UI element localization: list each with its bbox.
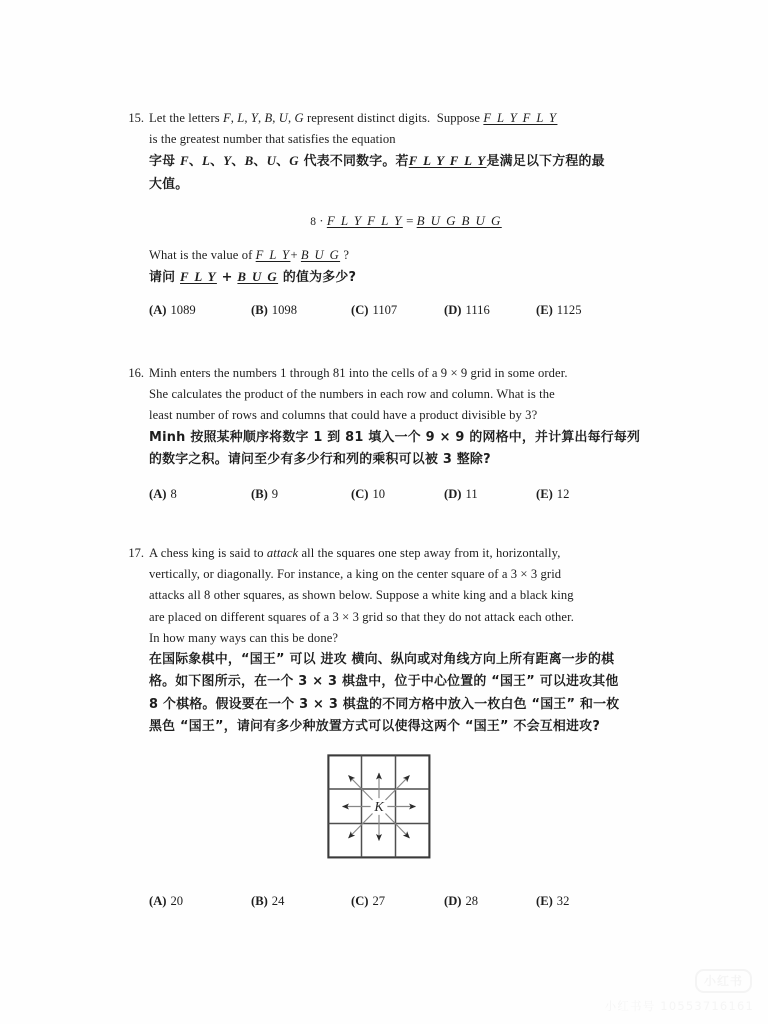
- problem-17-en-line-3: attacks all 8 other squares, as shown below. Suppose a white king and a black king: [149, 588, 574, 603]
- problem-body: [149, 890, 663, 912]
- problem-number: 15.: [128, 111, 144, 125]
- choice-c[interactable]: [351, 890, 385, 912]
- problem-15-en-line-1: Let the letters F, L, Y, B, U, G represent distinct digits. Suppose F L Y F L Y: [149, 111, 558, 125]
- choice-d[interactable]: [444, 299, 490, 321]
- problem-17-cn-line-4: 黑色 “国王”，请问有多少种放置方式可以使得这两个 “国王” 不会互相进攻?: [149, 719, 601, 735]
- problem-16-cn-line-1: Minh 按照某种顺序将数字 1 到 81 填入一个 9 × 9 的网格中，并计算出每行每列: [149, 429, 641, 445]
- choice-a-value: 1089: [170, 302, 196, 317]
- choice-c-value: 1107: [372, 302, 398, 317]
- choice-e-value: 12: [556, 487, 570, 502]
- problem-15-cn-question: 请问 F L Y + B U G 的值为多少?: [149, 270, 357, 286]
- choice-c[interactable]: [351, 299, 397, 321]
- watermark: [605, 969, 754, 1014]
- problem-16-en-line-1: Minh enters the numbers 1 through 81 into the cells of a 9 × 9 grid in some order.: [149, 366, 568, 380]
- problem-number: 16.: [128, 366, 144, 380]
- choice-e-value: 1125: [556, 302, 582, 317]
- choice-b-value: 24: [271, 894, 285, 908]
- choice-a[interactable]: [149, 483, 177, 505]
- choice-e-label: (E): [536, 302, 553, 317]
- problem-17-cn-line-1: 在国际象棋中，“国王” 可以 进攻 横向、纵向或对角线方向上所有距离一步的棋: [149, 652, 615, 668]
- choice-a[interactable]: [149, 299, 196, 321]
- choice-b-label: (B): [251, 487, 268, 502]
- problem-15-equation: 8 · F L Y F L Y = B U G B U G: [310, 213, 502, 229]
- choice-b-label: (B): [251, 302, 268, 317]
- problem-17-en-line-1: A chess king is said to attack all the squares one step away from it, horizontally,: [149, 546, 561, 560]
- problem-body: [149, 363, 663, 505]
- choice-a-value: 8: [170, 487, 177, 502]
- choice-b-label: (B): [251, 894, 268, 908]
- choice-b[interactable]: [251, 299, 297, 321]
- choice-e[interactable]: [536, 890, 569, 912]
- problem-17-en-line-2: vertically, or diagonally. For instance, a king on the center square of a 3 × 3 grid: [149, 567, 562, 582]
- problem-15-en-question: What is the value of F L Y+ B U G ?: [149, 248, 350, 263]
- problem-body: [149, 108, 663, 321]
- problem-15-en-line-2: is the greatest number that satisfies the equation: [149, 132, 396, 147]
- choice-d-value: 1116: [465, 302, 490, 317]
- chess-king-grid-figure: [327, 754, 431, 859]
- problem-15-cn-line-1: 字母 F、L、Y、B、U、G 代表不同数字。若F L Y F L Y是满足以下方程的最: [149, 154, 605, 170]
- choice-d[interactable]: [444, 890, 478, 912]
- problem-17: [118, 543, 663, 739]
- choice-e-value: 32: [556, 894, 570, 908]
- choice-d-label: (D): [444, 302, 462, 317]
- problem-16-en-line-2: She calculates the product of the numbers in each row and column. What is the: [149, 387, 555, 402]
- problem-17-cn-line-2: 格。如下图所示，在一个 3 × 3 棋盘中，位于中心位置的 “国王” 可以进攻其他: [149, 674, 619, 690]
- choice-a-label: (A): [149, 487, 167, 502]
- problem-17-en-line-4: are placed on different squares of a 3 × 3 grid so that they do not attack each other.: [149, 609, 574, 624]
- problem-17-choices-row: [118, 890, 663, 912]
- choice-d[interactable]: [444, 483, 478, 505]
- choice-b[interactable]: [251, 483, 278, 505]
- choice-d-label: (D): [444, 487, 462, 502]
- choice-e-label: (E): [536, 894, 553, 908]
- choice-e[interactable]: [536, 483, 569, 505]
- choice-b-value: 9: [271, 487, 279, 502]
- choice-c-label: (C): [351, 302, 369, 317]
- choice-c-value: 27: [372, 894, 386, 908]
- problem-15: [118, 108, 663, 321]
- choice-a-label: (A): [149, 894, 167, 908]
- choice-a-value: 20: [170, 894, 184, 908]
- choice-c-label: (C): [351, 487, 369, 502]
- chess-king-grid-icon: [327, 754, 431, 859]
- choice-d-value: 28: [465, 894, 479, 908]
- problem-15-cn-line-2: 大值。: [149, 176, 189, 192]
- problem-16-en-line-3: least number of rows and columns that could have a product divisible by 3?: [149, 408, 538, 423]
- problem-17-cn-line-3: 8 个棋格。假设要在一个 3 × 3 棋盘的不同方格中放入一枚白色 “国王” 和一枚: [149, 696, 620, 712]
- problem-16-choices: [149, 483, 663, 505]
- choice-d-label: (D): [444, 894, 462, 908]
- king-label: K: [374, 800, 384, 815]
- problem-17-en-line-5: In how many ways can this be done?: [149, 630, 339, 645]
- problem-number: 17.: [128, 546, 144, 560]
- problem-body: [149, 543, 663, 739]
- problem-16-cn-line-2: 的数字之积。请问至少有多少行和列的乘积可以被 3 整除?: [149, 452, 491, 468]
- problem-16: [118, 363, 663, 505]
- watermark-caption: 小红书号 10553716161: [604, 999, 754, 1013]
- choice-b-value: 1098: [271, 302, 297, 317]
- choice-c[interactable]: [351, 483, 385, 505]
- choice-e[interactable]: [536, 299, 582, 321]
- problem-17-choices: [149, 890, 663, 912]
- choice-a[interactable]: [149, 890, 183, 912]
- choice-c-label: (C): [351, 894, 369, 908]
- choice-e-label: (E): [536, 487, 553, 502]
- choice-a-label: (A): [149, 302, 167, 317]
- choice-d-value: 11: [465, 487, 478, 502]
- choice-b[interactable]: [251, 890, 284, 912]
- problem-15-choices: [149, 299, 663, 321]
- watermark-logo: 小红书: [695, 969, 752, 993]
- choice-c-value: 10: [372, 487, 386, 502]
